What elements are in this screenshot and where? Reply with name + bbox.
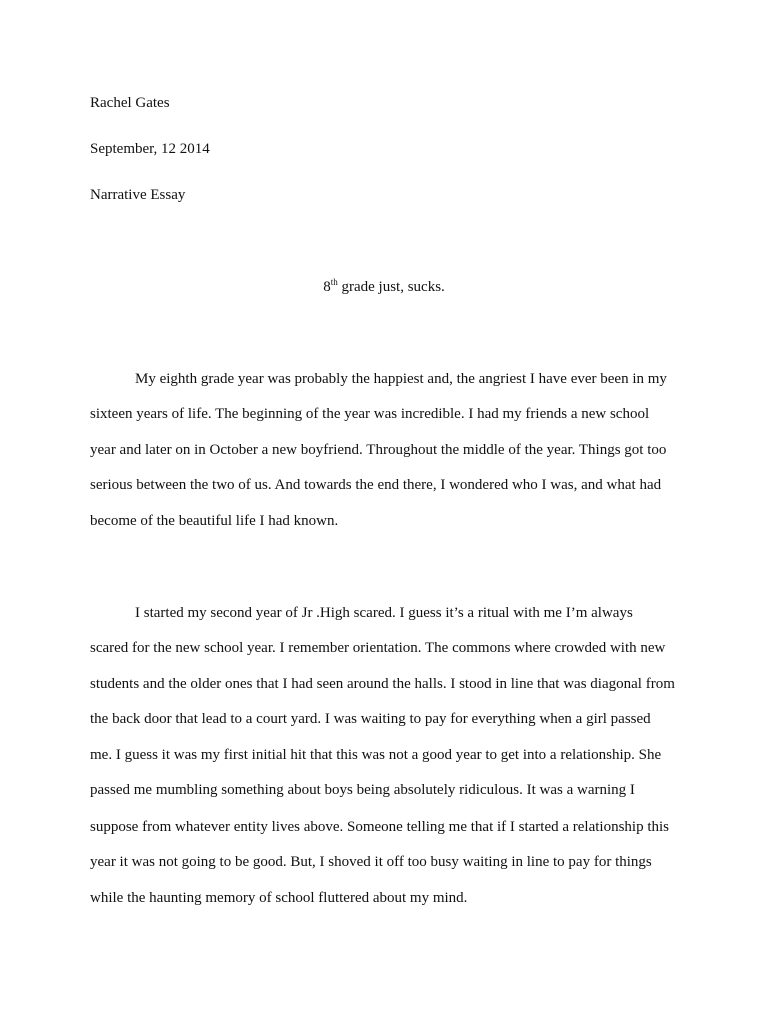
paragraph-line: year it was not going to be good. But, I shoved it off too busy waiting in line to pay for things [90,854,652,870]
title-number: 8 [323,279,331,295]
paragraph-line: the back door that lead to a court yard. I was waiting to pay for everything when a girl passed [90,711,651,727]
paragraph-line: become of the beautiful life I had known. [90,513,339,529]
essay-title [0,278,768,296]
author-name: Rachel Gates [90,95,170,111]
paragraph-line: scared for the new school year. I remember orientation. The commons where crowded with new [90,640,666,656]
paragraph-line: suppose from whatever entity lives above. Someone telling me that if I started a relationship this [90,819,670,835]
paragraph-line: year and later on in October a new boyfriend. Throughout the middle of the year. Things got too [90,442,667,458]
paragraph-line: I started my second year of Jr .High scared. I guess it’s a ritual with me I’m always [135,605,633,621]
paragraph-line: sixteen years of life. The beginning of the year was incredible. I had my friends a new school [90,406,650,422]
paragraph-line: My eighth grade year was probably the happiest and, the angriest I have ever been in my [135,371,667,387]
title-text: grade just, sucks. [337,279,445,295]
assignment-type: Narrative Essay [90,187,186,203]
paragraph-line: passed me mumbling something about boys being absolutely ridiculous. It was a warning I [90,782,635,798]
paragraph-line: while the haunting memory of school fluttered about my mind. [90,890,468,906]
paragraph-line: serious between the two of us. And towards the end there, I wondered who I was, and what had [90,477,662,493]
paragraph-line: me. I guess it was my first initial hit that this was not a good year to get into a relationship. She [90,747,662,763]
essay-date: September, 12 2014 [90,141,210,157]
title-superscript: th [330,277,338,287]
paragraph-line: students and the older ones that I had seen around the halls. I stood in line that was diagonal from [90,676,675,692]
